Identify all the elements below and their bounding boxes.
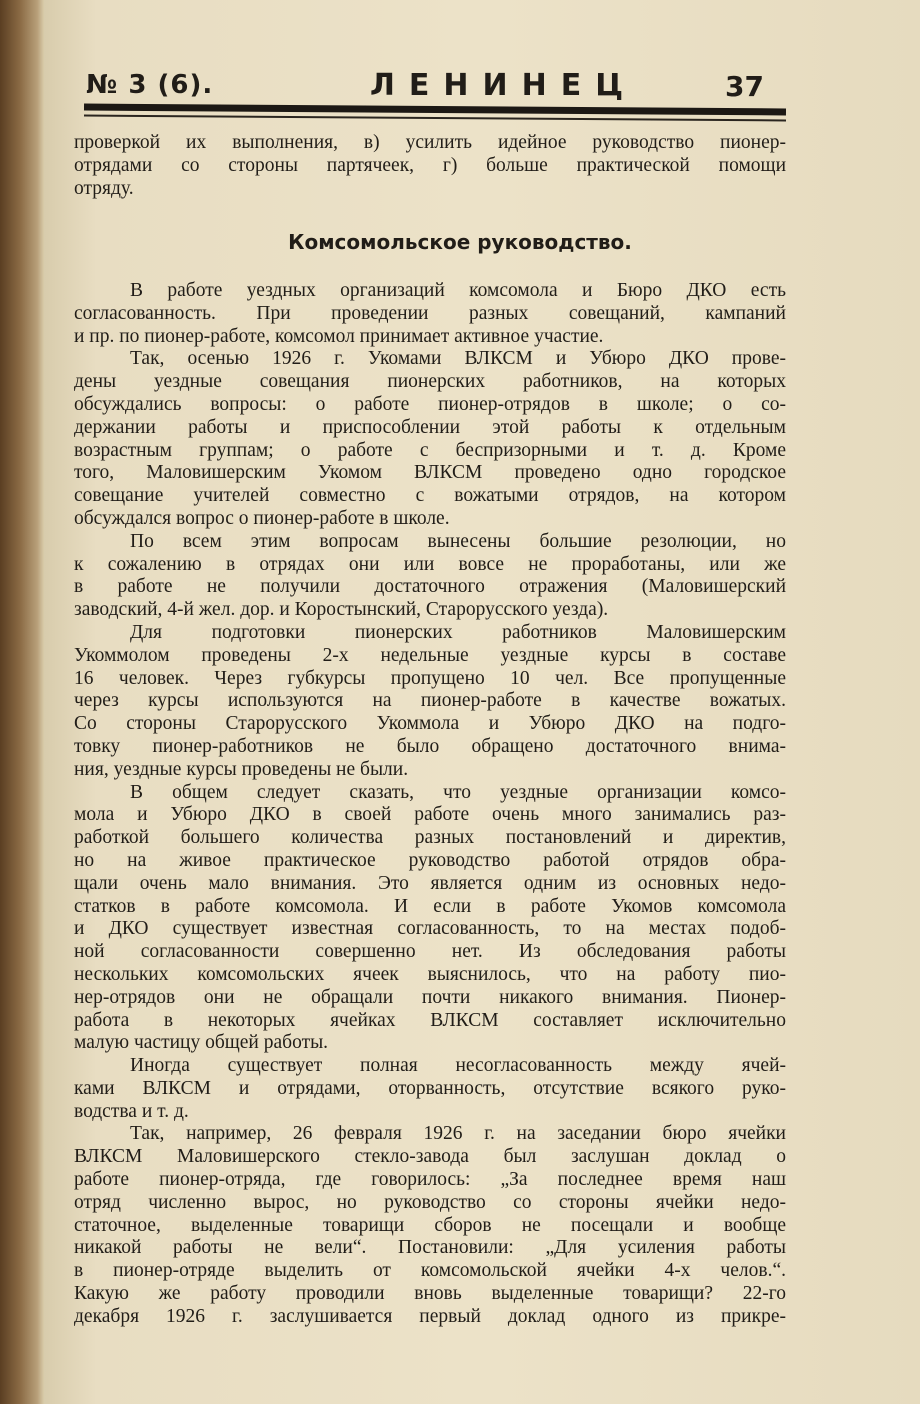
text-line: ния, уездные курсы проведены не были. [74,758,409,780]
text-line: в работе не получили достаточного отражения (Маловишерский [74,576,786,598]
text-line: Так, осенью 1926 г. Укомами ВЛКСМ и Убюро ДКО прове- [130,348,786,370]
text-line: и пр. по пионер-работе, комсомол принимает активное участие. [74,325,604,347]
text-line: отрядами со стороны партячеек, г) больше практической помощи [74,154,786,176]
text-line: возрастным группам; о работе с беспризорными и т. д. Кроме [74,439,786,461]
text-line: отряду. [74,177,134,199]
text-line: согласованность. При проведении разных совещаний, кампаний [74,302,786,324]
text-line: товку пионер-работников не было обращено достаточного внима- [74,735,786,757]
text-line: декабря 1926 г. заслушивается первый доклад одного из прикре- [74,1305,786,1327]
text-line: По всем этим вопросам вынесены большие резолюции, но [130,530,786,552]
text-line: через курсы используются на пионер-работе в качестве вожатых. [74,690,786,712]
text-line: держании работы и приспособлении этой работы к отдельным [74,416,786,438]
text-line: обсуждался вопрос о пионер-работе в школе. [74,507,450,529]
text-line: статков в работе комсомола. И если в работе Укомов комсомола [74,895,786,917]
text-line: к сожалению в отрядах они или вовсе не проработаны, или же [74,553,786,575]
text-line: но на живое практическое руководство работой отрядов обра- [74,849,786,871]
running-header [86,64,786,104]
text-line: Укоммолом проведены 2-х недельные уездные курсы в составе [74,644,786,666]
text-line: никакой работы не вели“. Постановили: „Для усиления работы [74,1237,786,1259]
text-line: Иногда существует полная несогласованность между ячей- [130,1055,786,1077]
text-line: Для подготовки пионерских работников Маловишерским [130,621,786,643]
text-line: обсуждались вопросы: о работе пионер-отрядов в школе; о со- [74,393,786,415]
text-line: дены уездные совещания пионерских работников, на которых [74,371,786,393]
book-spine [0,0,44,1404]
text-line: отряд численно вырос, но руководство со стороны ячейки недо- [74,1191,786,1213]
text-line: в пионер-отряде выделить от комсомольской ячейки 4-х челов.“. [74,1260,786,1282]
text-line: водства и т. д. [74,1100,189,1122]
text-line: работа в некоторых ячейках ВЛКСМ составляет исключительно [74,1009,786,1031]
text-line: В общем следует сказать, что уездные организации комсо- [130,781,786,803]
issue-number: № 3 (6). [86,70,214,100]
journal-title: ЛЕНИНЕЦ [370,68,638,103]
text-line: малую частицу общей работы. [74,1032,329,1054]
text-line: статочное, выделенные товарищи сборов не посещали и вообще [74,1214,786,1236]
text-line: работкой большего количества разных постановлений и директив, [74,827,786,849]
text-line: нескольких комсомольских ячеек выяснилось, что на работу пио- [74,963,786,985]
text-line: того, Маловишерским Укомом ВЛКСМ проведено одно городское [74,462,786,484]
text-line: щали очень мало внимания. Это является одним из основных недо- [74,872,786,894]
text-line: ВЛКСМ Маловишерского стекло-завода был заслушан доклад о [74,1146,786,1168]
text-line: совещание учителей совместно с вожатыми отрядов, на котором [74,485,786,507]
text-line: Какую же работу проводили вновь выделенные товарищи? 22-го [74,1283,786,1305]
text-line: мола и Убюро ДКО в своей работе очень много занимались раз- [74,804,786,826]
text-line: В работе уездных организаций комсомола и Бюро ДКО есть [130,280,786,301]
intro-paragraph [74,132,786,200]
text-line: нер-отрядов они не обращали почти никакого внимания. Пионер- [74,986,786,1008]
text-line: ками ВЛКСМ и отрядами, оторванность, отсутствие всякого руко- [74,1077,786,1099]
text-line: заводский, 4-й жел. дор. и Коростынский, Старорусского уезда). [74,599,609,621]
text-line: ной согласованности совершенно нет. Из обследования работы [74,941,786,963]
section-heading: Комсомольское руководство. [288,230,632,254]
text-line: Со стороны Старорусского Укоммола и Убюро ДКО на подго- [74,713,786,735]
text-line: Так, например, 26 февраля 1926 г. на заседании бюро ячейки [130,1123,786,1145]
text-line: проверкой их выполнения, в) усилить идейное руководство пионер- [74,132,786,153]
text-line: работе пионер-отряда, где говорилось: „За последнее время наш [74,1169,786,1191]
text-line: и ДКО существует известная согласованность, то на местах подоб- [74,918,786,940]
body-text [74,280,786,1329]
text-line: 16 человек. Через губкурсы пропущено 10 чел. Все пропущенные [74,667,786,689]
page-number: 37 [725,70,764,103]
